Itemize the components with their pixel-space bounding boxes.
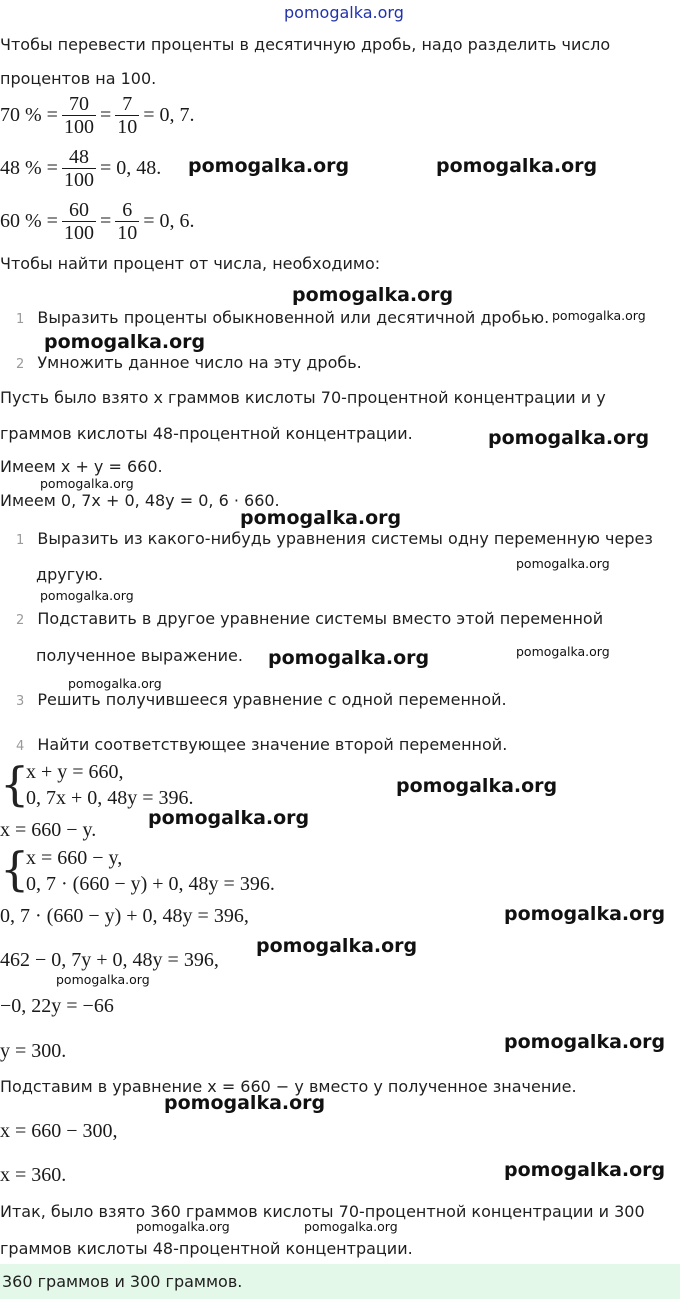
have-1: Имеем x + y = 660. bbox=[0, 457, 163, 476]
system-brace: { bbox=[0, 842, 30, 896]
watermark: pomogalka.org bbox=[164, 1092, 326, 1114]
watermark: pomogalka.org bbox=[148, 807, 310, 829]
watermark: pomogalka.org bbox=[436, 155, 598, 177]
x-calc-2: x = 360. bbox=[0, 1164, 67, 1186]
list-item-cont: другую. bbox=[36, 565, 104, 584]
fraction: $\frac{48}{100}$ bbox=[63, 146, 94, 191]
fraction: $\frac{6}{10}$ bbox=[117, 199, 138, 244]
x-calc-1: x = 660 − 300, bbox=[0, 1120, 118, 1142]
watermark: pomogalka.org bbox=[44, 331, 206, 353]
conclusion-line-2: граммов кислоты 48-процентной концентрации. bbox=[0, 1239, 413, 1258]
list-item: 1 Выразить проценты обыкновенной или десятичной дробью. bbox=[16, 308, 550, 327]
watermark: pomogalka.org bbox=[552, 308, 646, 323]
watermark: pomogalka.org bbox=[188, 155, 350, 177]
intro-line-1: Чтобы перевести проценты в десятичную дробь, надо разделить число bbox=[0, 35, 611, 54]
system-2-eq-2: 0, 7 · (660 − y) + 0, 48y = 396. bbox=[26, 873, 275, 895]
watermark: pomogalka.org bbox=[56, 972, 150, 987]
let-line-2: граммов кислоты 48-процентной концентрации. bbox=[0, 424, 413, 443]
system-1-eq-1: x + y = 660, bbox=[26, 761, 124, 783]
watermark: pomogalka.org bbox=[516, 644, 610, 659]
solve-line-1: 0, 7 · (660 − y) + 0, 48y = 396, bbox=[0, 905, 249, 927]
conclusion-line-1: Итак, было взято 360 граммов кислоты 70-процентной концентрации и 300 bbox=[0, 1202, 645, 1221]
watermark: pomogalka.org bbox=[292, 284, 454, 306]
system-brace: { bbox=[0, 757, 30, 811]
watermark: pomogalka.org bbox=[268, 647, 430, 669]
watermark: pomogalka.org bbox=[396, 775, 558, 797]
x-expression: x = 660 − y. bbox=[0, 819, 97, 841]
fraction: $\frac{60}{100}$ bbox=[63, 199, 94, 244]
let-line-1: Пусть было взято x граммов кислоты 70-процентной концентрации и y bbox=[0, 388, 606, 407]
list-item-cont: полученное выражение. bbox=[36, 646, 243, 665]
watermark: pomogalka.org bbox=[40, 476, 134, 491]
top-watermark: pomogalka.org bbox=[284, 3, 404, 22]
watermark: pomogalka.org bbox=[504, 1159, 666, 1181]
solve-line-3: −0, 22y = −66 bbox=[0, 995, 114, 1017]
list-item: 2 Умножить данное число на эту дробь. bbox=[16, 353, 362, 372]
answer-box bbox=[0, 1264, 680, 1299]
conversion-70: 70 % = $\frac{70}{100}$ = $\frac{7}{10}$ = 0, 7. bbox=[0, 93, 195, 138]
find-percent-text: Чтобы найти процент от числа, необходимо: bbox=[0, 254, 381, 273]
conversion-48: 48 % = $\frac{48}{100}$ = 0, 48. bbox=[0, 146, 162, 191]
watermark: pomogalka.org bbox=[68, 676, 162, 691]
conversion-60: 60 % = $\frac{60}{100}$ = $\frac{6}{10}$ = 0, 6. bbox=[0, 199, 195, 244]
watermark: pomogalka.org bbox=[516, 556, 610, 571]
have-2: Имеем 0, 7x + 0, 48y = 0, 6 · 660. bbox=[0, 491, 280, 510]
list-item: 1 Выразить из какого-нибудь уравнения системы одну переменную через bbox=[16, 529, 653, 548]
intro-line-2: процентов на 100. bbox=[0, 69, 157, 88]
watermark: pomogalka.org bbox=[40, 588, 134, 603]
watermark: pomogalka.org bbox=[256, 935, 418, 957]
answer-text: 360 граммов и 300 граммов. bbox=[2, 1272, 243, 1291]
list-item: 2 Подставить в другое уравнение системы вместо этой переменной bbox=[16, 609, 604, 628]
list-item: 3 Решить получившееся уравнение с одной переменной. bbox=[16, 690, 507, 709]
fraction: $\frac{7}{10}$ bbox=[117, 93, 138, 138]
substitute-text: Подставим в уравнение x = 660 − y вместо y полученное значение. bbox=[0, 1077, 577, 1096]
watermark: pomogalka.org bbox=[304, 1219, 398, 1234]
watermark: pomogalka.org bbox=[504, 1031, 666, 1053]
conv-lhs: 70 % = bbox=[0, 104, 58, 126]
watermark: pomogalka.org bbox=[240, 507, 402, 529]
watermark: pomogalka.org bbox=[488, 427, 650, 449]
solve-line-2: 462 − 0, 7y + 0, 48y = 396, bbox=[0, 949, 219, 971]
fraction: $\frac{70}{100}$ bbox=[63, 93, 94, 138]
system-2-eq-1: x = 660 − y, bbox=[26, 847, 123, 869]
list-item: 4 Найти соответствующее значение второй переменной. bbox=[16, 735, 508, 754]
watermark: pomogalka.org bbox=[136, 1219, 230, 1234]
watermark: pomogalka.org bbox=[504, 903, 666, 925]
solve-line-4: y = 300. bbox=[0, 1040, 67, 1062]
system-1-eq-2: 0, 7x + 0, 48y = 396. bbox=[26, 787, 194, 809]
